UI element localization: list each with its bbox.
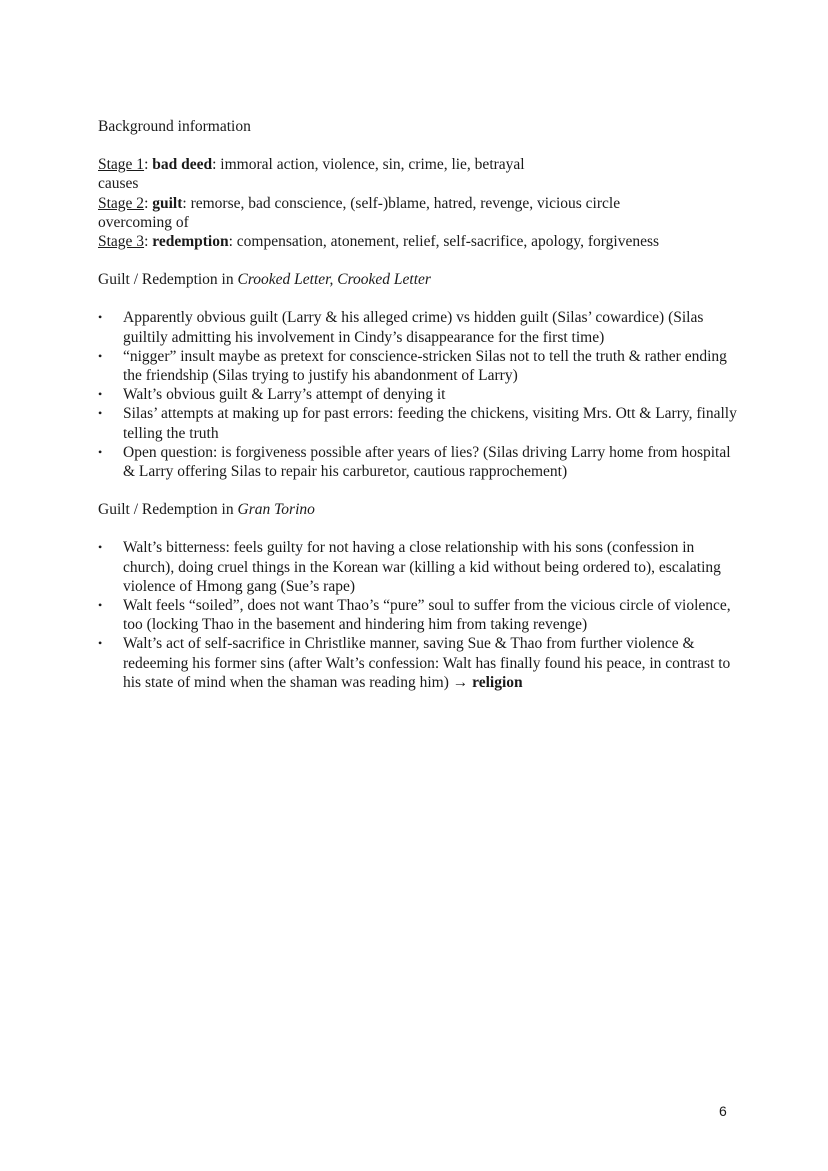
list-item: • Walt’s obvious guilt & Larry’s attempt of denying it [98, 386, 446, 404]
bullet-icon: • [98, 598, 103, 613]
list-item: • Walt feels “soiled”, does not want Thao’s “pure” soul to suffer from the vicious circle of violence, too (locking Thao in the basement and hindering him from taking revenge) [98, 597, 731, 634]
page-number: 6 [719, 1103, 727, 1119]
bullet-icon: • [98, 406, 103, 421]
bullet-icon: • [98, 387, 103, 402]
section-heading-gran-torino: Guilt / Redemption in Gran Torino [98, 501, 315, 519]
bullet-list-crooked-letter [98, 308, 738, 481]
stage-2-line: Stage 2: guilt: remorse, bad conscience, (self-)blame, hatred, revenge, vicious circle [98, 194, 621, 212]
list-item: • Apparently obvious guilt (Larry & his alleged crime) vs hidden guilt (Silas’ cowardice) (Silas guiltily admitting his involvement in Cindy’s disappearance for the first time) [98, 309, 704, 346]
section-heading-crooked-letter: Guilt / Redemption in Crooked Letter, Crooked Letter [98, 271, 431, 289]
bullet-icon: • [98, 636, 103, 651]
stage-1-line: Stage 1: bad deed: immoral action, violence, sin, crime, lie, betrayal [98, 156, 525, 174]
stage-label: Stage 1 [98, 156, 145, 174]
list-item: • “nigger” insult maybe as pretext for conscience-stricken Silas not to tell the truth & rather ending the friendship (Silas trying to justify his abandonment of Larry) [98, 347, 727, 385]
bullet-list-gran-torino [98, 538, 738, 692]
bullet-icon: • [98, 310, 103, 325]
connector-overcoming: overcoming of [98, 213, 189, 231]
document-page [98, 117, 738, 692]
bullet-icon: • [98, 444, 103, 459]
stage-term: redemption [152, 233, 229, 251]
bullet-icon: • [98, 540, 103, 555]
background-heading: Background information [98, 118, 251, 135]
list-item: • Walt’s act of self-sacrifice in Christlike manner, saving Sue & Thao from further violence & redeeming his former sins (after Walt’s confession: Walt has finally found his peace, in contrast to his state of mind when the shaman was reading him) → religion [98, 635, 731, 691]
list-item: • Silas’ attempts at making up for past errors: feeding the chickens, visiting Mrs. Ott & Larry, finally telling the truth [98, 405, 737, 442]
list-item: • Walt’s bitterness: feels guilty for not having a close relationship with his sons (confession in church), doing cruel things in the Korean war (killing a kid without being ordered to), escalating violence of Hmong gang (Sue’s rape) [98, 539, 721, 595]
list-item: • Open question: is forgiveness possible after years of lies? (Silas driving Larry home from hospital & Larry offering Silas to repair his carburetor, cautious rapprochement) [98, 443, 731, 481]
stage-term: guilt [152, 194, 183, 212]
bullet-icon: • [98, 348, 103, 363]
keyword-religion: religion [472, 673, 523, 691]
stage-label: Stage 3 [98, 233, 145, 251]
stage-text: : remorse, bad conscience, (self-)blame, hatred, revenge, vicious circle [182, 194, 621, 212]
connector-causes: causes [98, 175, 139, 193]
stage-term: bad deed [152, 156, 213, 174]
stage-text: : immoral action, violence, sin, crime, lie, betrayal [212, 156, 525, 174]
stage-3-line: Stage 3: redemption: compensation, atonement, relief, self-sacrifice, apology, forgiveness [98, 233, 660, 251]
stage-text: : compensation, atonement, relief, self-sacrifice, apology, forgiveness [228, 233, 660, 251]
work-title: Crooked Letter, Crooked Letter [237, 271, 431, 289]
stage-label: Stage 2 [98, 194, 145, 212]
work-title: Gran Torino [237, 501, 315, 519]
